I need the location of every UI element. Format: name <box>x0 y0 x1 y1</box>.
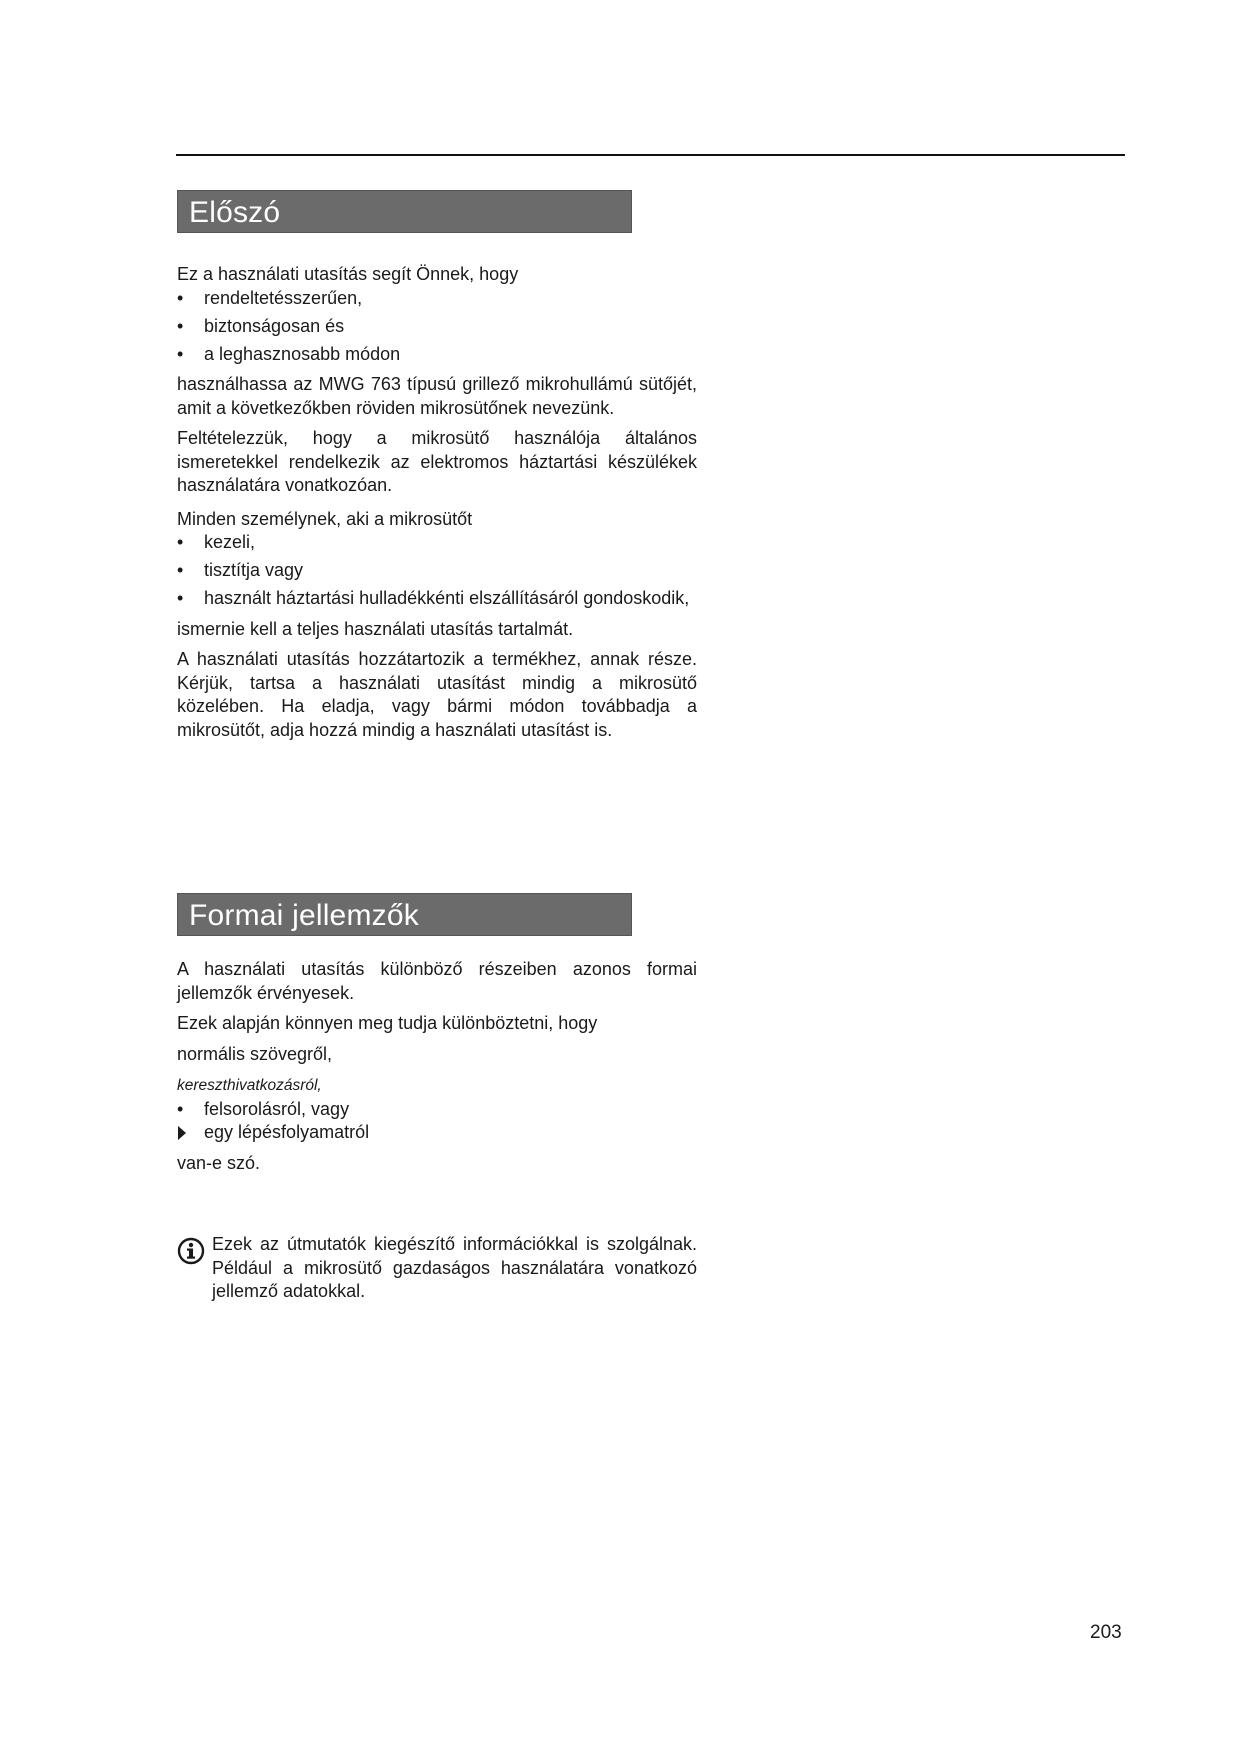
list-item <box>177 315 697 339</box>
list-item-text: tisztítja vagy <box>204 560 304 580</box>
step-item <box>177 1121 697 1145</box>
section2-step-list <box>177 1121 697 1145</box>
list-item <box>177 587 697 611</box>
section2-paragraph-3: normális szövegről, <box>177 1043 333 1064</box>
section1-paragraph-4: ismernie kell a teljes használati utasítás tartalmát. <box>177 618 574 639</box>
bullet-icon: • <box>177 532 184 552</box>
section1-bullet-list <box>177 287 697 367</box>
section2-paragraph-5: van-e szó. <box>177 1152 261 1173</box>
list-item <box>177 531 697 555</box>
step-item-text: egy lépésfolyamatról <box>204 1122 370 1142</box>
section1-body <box>177 263 697 742</box>
list-item-text: kezeli, <box>204 532 256 552</box>
info-note <box>177 1233 697 1304</box>
section2-paragraph-2: Ezek alapján könnyen meg tudja különböztetni, hogy <box>177 1013 598 1033</box>
list-item-text: felsorolásról, vagy <box>204 1098 350 1119</box>
list-item-text: használt háztartási hulladékkénti elszállításáról gondoskodik, <box>204 588 690 608</box>
section2-paragraph-1: A használati utasítás különböző részeiben azonos formai jellemzők érvényesek. <box>177 959 697 1003</box>
bullet-icon: • <box>177 588 184 608</box>
list-item <box>177 287 697 311</box>
section-title-eloszo: Előszó <box>177 190 632 233</box>
list-item-text: biztonságosan és <box>204 315 345 336</box>
section2-cross-reference-line <box>177 1073 697 1098</box>
section1-bullet-list-2 <box>177 531 697 611</box>
section1-paragraph-2: Feltételezzük, hogy a mikrosütő használója általános ismeretekkel rendelkezik az elektromos háztartási készülékek használatára vonatkozóan. <box>177 428 697 495</box>
page-number: 203 <box>1090 1622 1122 1643</box>
bullet-icon: • <box>177 287 184 308</box>
section2-bullet-list <box>177 1098 697 1122</box>
section2-body <box>177 958 697 1175</box>
cross-reference-example: kereszthivatkozásról <box>177 1077 318 1094</box>
section1-paragraph-5: A használati utasítás hozzátartozik a termékhez, annak része. Kérjük, tartsa a használati utasítást mindig a mikrosütő közelében. Ha eladja, vagy bármi módon továbbadja a mikrosütőt, adja hozzá mindig a használati utasítást is. <box>177 649 697 740</box>
section1-intro: Ez a használati utasítás segít Önnek, hogy <box>177 264 519 284</box>
list-item-text: rendeltetésszerűen, <box>204 287 363 308</box>
section1-paragraph-1: használhassa az MWG 763 típusú grillező mikrohullámú sütőjét, amit a következőkben röviden mikrosütőnek nevezünk. <box>177 374 697 418</box>
list-item <box>177 559 697 583</box>
section-title-formai-jellemzok: Formai jellemzők <box>177 893 632 936</box>
info-note-text: Ezek az útmutatók kiegészítő információkkal is szolgálnak. Például a mikrosütő gazdaságos használatára vonatkozó jellemző adatokkal. <box>212 1234 697 1301</box>
top-rule <box>176 154 1125 156</box>
section1-paragraph-3: Minden személynek, aki a mikrosütőt <box>177 508 473 529</box>
bullet-icon: • <box>177 315 184 336</box>
info-icon <box>177 1237 205 1265</box>
list-item <box>177 1098 697 1122</box>
list-item-text: a leghasznosabb módon <box>204 343 401 364</box>
bullet-icon: • <box>177 343 184 364</box>
bullet-icon: • <box>177 1098 184 1119</box>
bullet-icon: • <box>177 560 184 580</box>
list-item <box>177 343 697 367</box>
arrow-right-icon <box>178 1126 186 1140</box>
cross-reference-comma: , <box>317 1077 322 1094</box>
